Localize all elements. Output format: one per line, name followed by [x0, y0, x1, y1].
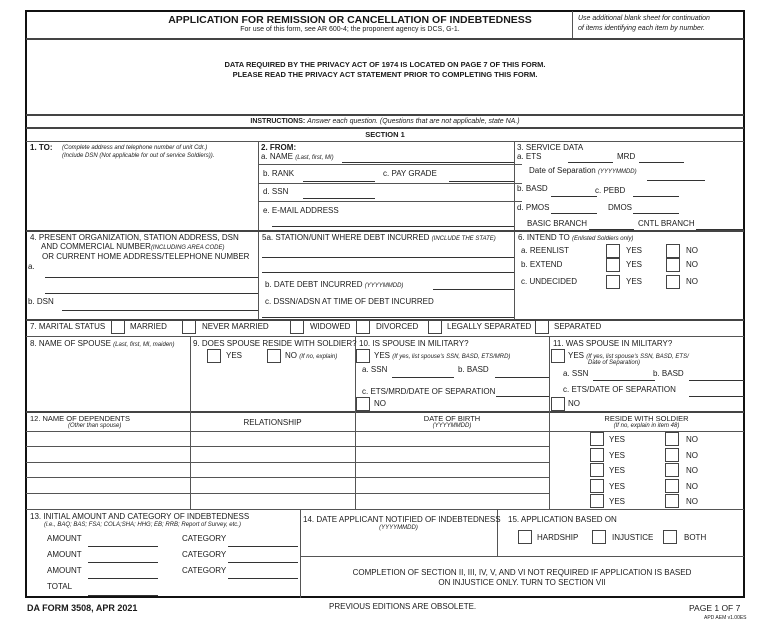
- spouse-was-military-yes-hint-1: (If yes, list spouse's SSN, BASD, ETS/: [586, 354, 689, 360]
- dependent-3-reside-no-checkbox[interactable]: [665, 463, 679, 477]
- widowed-checkbox[interactable]: [290, 320, 304, 334]
- hardship-checkbox[interactable]: [518, 530, 532, 544]
- both-checkbox[interactable]: [663, 530, 677, 544]
- divider: [300, 556, 744, 557]
- item5b-label: b. DATE DEBT INCURRED: [265, 280, 363, 289]
- divider: [26, 336, 744, 337]
- dependent-1-reside-yes-checkbox[interactable]: [590, 432, 604, 446]
- item9-label: 9. DOES SPOUSE RESIDE WITH SOLDIER?: [193, 339, 357, 348]
- form-title: APPLICATION FOR REMISSION OR CANCELLATION OF INDEBTEDNESS: [168, 14, 532, 26]
- side-note-2: of items identifying each item by number.: [578, 25, 705, 32]
- extend-label: b. EXTEND: [521, 260, 563, 269]
- legally-separated-checkbox[interactable]: [428, 320, 442, 334]
- email-field[interactable]: [272, 226, 514, 227]
- total-field[interactable]: [88, 595, 158, 596]
- legally-separated-label: LEGALLY SEPARATED: [447, 322, 532, 331]
- form-id: DA FORM 3508, APR 2021: [27, 603, 138, 613]
- spouse-military-yes-checkbox[interactable]: [356, 349, 370, 363]
- col-divider: [190, 336, 191, 411]
- item4-line-1: 4. PRESENT ORGANIZATION, STATION ADDRESS, DSN: [30, 233, 239, 242]
- item5c-label: c. DSSN/ADSN AT TIME OF DEBT INCURRED: [265, 297, 434, 306]
- spouse-was-military-no-checkbox[interactable]: [551, 397, 565, 411]
- date-debt-incurred-field[interactable]: [433, 289, 514, 290]
- dependent-5-reside-no-checkbox[interactable]: [665, 494, 679, 508]
- extend-no-label: NO: [686, 260, 698, 269]
- spouse-reside-no-hint: (If no, explain): [299, 354, 338, 360]
- divider: [26, 509, 744, 510]
- amount-2-label: AMOUNT: [47, 550, 82, 559]
- dependent-5-reside-yes-checkbox[interactable]: [590, 494, 604, 508]
- spouse-was-military-no-label: NO: [568, 399, 580, 408]
- spouse-basd-label: b. BASD: [458, 365, 489, 374]
- instructions-text: Answer each question. (Questions that are not applicable, state NA.): [307, 118, 520, 125]
- dob-header: DATE OF BIRTH: [423, 414, 481, 423]
- undecided-yes-label: YES: [626, 277, 643, 286]
- item6-hint: (Enlisted Soldiers only): [571, 236, 634, 242]
- undecided-label: c. UNDECIDED: [521, 277, 578, 286]
- divider: [26, 411, 744, 413]
- separated-label: SEPARATED: [554, 322, 602, 331]
- spouse-ets-label: c. ETS/MRD/DATE OF SEPARATION: [362, 387, 496, 396]
- dependent-4-yes-label: YES: [609, 482, 626, 491]
- amount-3-label: AMOUNT: [47, 566, 82, 575]
- item4-a-label: a.: [28, 262, 35, 271]
- amount-1-label: AMOUNT: [47, 534, 82, 543]
- row-divider: [26, 493, 549, 494]
- page-number: PAGE 1 OF 7: [689, 603, 741, 613]
- extend-yes-label: YES: [626, 260, 643, 269]
- item5a-label: 5a. STATION/UNIT WHERE DEBT INCURRED: [262, 233, 430, 242]
- privacy-line-2: PLEASE READ THE PRIVACY ACT STATEMENT PRIOR TO COMPLETING THIS FORM.: [232, 70, 538, 79]
- mrd-label: MRD: [617, 152, 636, 161]
- rank-field[interactable]: [303, 181, 375, 182]
- dependent-3-reside-yes-checkbox[interactable]: [590, 463, 604, 477]
- item14-label: 14. DATE APPLICANT NOTIFIED OF INDEBTEDNESS: [303, 515, 501, 524]
- item1-hint-2: (Include DSN (Not applicable for out of service Soldiers)).: [62, 153, 215, 159]
- pmos-label: d. PMOS: [517, 203, 550, 212]
- name-label: a. NAME (Last, first, MI): [261, 152, 334, 161]
- obsolete-notice: PREVIOUS EDITIONS ARE OBSOLETE.: [329, 602, 477, 611]
- rank-label: b. RANK: [263, 169, 295, 178]
- item15-label: 15. APPLICATION BASED ON: [508, 515, 617, 524]
- dependent-1-yes-label: YES: [609, 435, 626, 444]
- extend-yes-checkbox[interactable]: [606, 258, 620, 272]
- extend-no-checkbox[interactable]: [666, 258, 680, 272]
- spouse-reside-yes-checkbox[interactable]: [207, 349, 221, 363]
- item4-line-3: OR CURRENT HOME ADDRESS/TELEPHONE NUMBER: [42, 252, 250, 261]
- pay-grade-label: c. PAY GRADE: [383, 169, 437, 178]
- divorced-label: DIVORCED: [376, 322, 419, 331]
- station-unit-line-2-field[interactable]: [262, 272, 514, 273]
- dsn-field[interactable]: [62, 310, 258, 311]
- item2-label: 2. FROM:: [261, 143, 297, 152]
- pebd-field[interactable]: [633, 196, 679, 197]
- spouse-was-military-yes-hint-2: Date of Separation): [588, 360, 641, 366]
- reside-header: RESIDE WITH SOLDIER: [604, 414, 689, 423]
- reenlist-label: a. REENLIST: [521, 246, 570, 255]
- cntl-branch-label: CNTL BRANCH: [638, 219, 695, 228]
- reenlist-no-checkbox[interactable]: [666, 244, 680, 258]
- spouse-reside-no-label: NO: [285, 351, 297, 360]
- spouse-military-yes-label: YES: [374, 351, 391, 360]
- dependent-2-yes-label: YES: [609, 451, 626, 460]
- item3-label: 3. SERVICE DATA: [517, 143, 584, 152]
- dependent-4-no-label: NO: [686, 482, 698, 491]
- amount-2-field[interactable]: [88, 562, 158, 563]
- item14-hint: (YYYYMMDD): [379, 525, 418, 531]
- spouse-ets-field[interactable]: [496, 396, 549, 397]
- category-2-field[interactable]: [228, 562, 298, 563]
- item4-line-2-hint: (INCLUDING AREA CODE): [150, 245, 225, 251]
- item1-hint-1: (Complete address and telephone number of unit Cdr.): [62, 145, 208, 151]
- dependent-1-reside-no-checkbox[interactable]: [665, 432, 679, 446]
- both-label: BOTH: [684, 533, 707, 542]
- col-divider: [549, 336, 550, 411]
- undecided-yes-checkbox[interactable]: [606, 275, 620, 289]
- pmos-field[interactable]: [551, 213, 597, 214]
- separated-checkbox[interactable]: [535, 320, 549, 334]
- divider: [26, 319, 744, 321]
- dob-hint: (YYYYMMDD): [432, 423, 472, 429]
- dmos-label: DMOS: [608, 203, 632, 212]
- spouse-name-field[interactable]: [30, 352, 186, 408]
- past-spouse-basd-field[interactable]: [689, 380, 744, 381]
- reenlist-no-label: NO: [686, 246, 698, 255]
- item6-label: 6. INTEND TO: [518, 233, 570, 242]
- relationship-header: RELATIONSHIP: [243, 418, 302, 427]
- spouse-basd-field[interactable]: [495, 377, 549, 378]
- past-spouse-ets-field[interactable]: [689, 396, 744, 397]
- item1-label: 1. TO:: [30, 143, 53, 152]
- item4-dsn-label: b. DSN: [28, 297, 54, 306]
- name-field[interactable]: [342, 162, 514, 163]
- basd-field[interactable]: [551, 196, 597, 197]
- item8-hint: (Last, first, MI, maiden): [113, 342, 175, 348]
- completion-note-line-2: ON INJUSTICE ONLY. TURN TO SECTION VII: [438, 578, 606, 587]
- section-1-label: SECTION 1: [365, 130, 405, 139]
- reenlist-yes-label: YES: [626, 246, 643, 255]
- undecided-no-label: NO: [686, 277, 698, 286]
- divider: [258, 164, 514, 165]
- never-married-checkbox[interactable]: [182, 320, 196, 334]
- dependent-2-no-label: NO: [686, 451, 698, 460]
- dependents-name-header: 12. NAME OF DEPENDENTS: [30, 414, 131, 423]
- divider: [26, 114, 744, 116]
- spouse-military-yes-hint: (If yes, list spouse's SSN, BASD, ETS/MRD): [392, 354, 511, 360]
- pebd-label: c. PEBD: [595, 186, 626, 195]
- spouse-was-military-yes-label: YES: [568, 351, 585, 360]
- never-married-label: NEVER MARRIED: [202, 322, 269, 331]
- version-code: APD AEM v1.00ES: [704, 615, 747, 621]
- widowed-label: WIDOWED: [310, 322, 351, 331]
- row-divider: [26, 477, 549, 478]
- divider: [258, 183, 514, 184]
- divider: [514, 201, 522, 202]
- spouse-was-military-yes-checkbox[interactable]: [551, 349, 565, 363]
- row-divider: [26, 462, 549, 463]
- date-of-separation-label: Date of Separation (YYYYMMDD): [529, 166, 637, 175]
- ssn-field[interactable]: [303, 198, 375, 199]
- category-3-label: CATEGORY: [182, 566, 227, 575]
- dependent-5-yes-label: YES: [609, 497, 626, 506]
- basic-branch-label: BASIC BRANCH: [527, 219, 588, 228]
- past-spouse-ets-label: c. ETS/DATE OF SEPARATION: [563, 385, 676, 394]
- privacy-line-1: DATA REQUIRED BY THE PRIVACY ACT OF 1974 IS LOCATED ON PAGE 7 OF THIS FORM.: [224, 60, 546, 69]
- dependent-4-reside-yes-checkbox[interactable]: [590, 479, 604, 493]
- divider: [514, 164, 522, 165]
- item5b-hint: (YYYYMMDD): [364, 283, 404, 289]
- spouse-military-no-label: NO: [374, 399, 386, 408]
- dependents-name-hint: (Other than spouse): [68, 423, 122, 429]
- dependent-2-reside-no-checkbox[interactable]: [665, 448, 679, 462]
- divider: [26, 127, 744, 129]
- category-3-field[interactable]: [228, 578, 298, 579]
- divider: [26, 431, 744, 432]
- dependent-5-no-label: NO: [686, 497, 698, 506]
- date-of-separation-field[interactable]: [647, 180, 705, 181]
- undecided-no-checkbox[interactable]: [666, 275, 680, 289]
- category-2-label: CATEGORY: [182, 550, 227, 559]
- dependent-3-yes-label: YES: [609, 466, 626, 475]
- header-divider: [572, 11, 573, 38]
- basd-label: b. BASD: [517, 184, 548, 193]
- item5a-hint: (INCLUDE THE STATE): [431, 236, 496, 242]
- station-unit-line-1-field[interactable]: [262, 257, 514, 258]
- divorced-checkbox[interactable]: [356, 320, 370, 334]
- date-notified-field[interactable]: [303, 532, 493, 554]
- reside-hint: (If no, explain in item 48): [613, 423, 680, 429]
- divider: [258, 201, 514, 202]
- hardship-label: HARDSHIP: [537, 533, 579, 542]
- amount-1-field[interactable]: [88, 546, 158, 547]
- item8-label: 8. NAME OF SPOUSE: [30, 339, 111, 348]
- address-line-1-field[interactable]: [45, 277, 258, 278]
- total-label: TOTAL: [47, 582, 73, 591]
- reenlist-yes-checkbox[interactable]: [606, 244, 620, 258]
- item13-hint: (i.e., BAQ; BAS; FSA; COLA;SHA; HHG; EB; RRB; Report of Survey, etc.): [44, 522, 241, 528]
- item4-line-2: AND COMMERCIAL NUMBER: [41, 242, 151, 251]
- side-note-1: Use additional blank sheet for continuation: [578, 15, 710, 22]
- item7-label: 7. MARITAL STATUS: [30, 322, 106, 331]
- married-checkbox[interactable]: [111, 320, 125, 334]
- divider: [26, 141, 744, 142]
- past-spouse-basd-label: b. BASD: [653, 369, 684, 378]
- dependent-2-reside-yes-checkbox[interactable]: [590, 448, 604, 462]
- to-address-field[interactable]: [30, 162, 254, 226]
- dependent-3-no-label: NO: [686, 466, 698, 475]
- injustice-checkbox[interactable]: [592, 530, 606, 544]
- dependent-1-no-label: NO: [686, 435, 698, 444]
- category-1-label: CATEGORY: [182, 534, 227, 543]
- instructions-label: INSTRUCTIONS:: [250, 118, 306, 125]
- completion-note-line-1: COMPLETION OF SECTION II, III, IV, V, AND VI NOT REQUIRED IF APPLICATION IS BASED: [352, 568, 692, 577]
- mrd-field[interactable]: [639, 162, 684, 163]
- divider: [26, 230, 744, 232]
- address-line-2-field[interactable]: [45, 293, 258, 294]
- item13-label: 13. INITIAL AMOUNT AND CATEGORY OF INDEBTEDNESS: [30, 512, 250, 521]
- dmos-field[interactable]: [633, 213, 679, 214]
- divider: [26, 38, 744, 40]
- spouse-ssn-label: a. SSN: [362, 365, 388, 374]
- past-spouse-ssn-label: a. SSN: [563, 369, 589, 378]
- ets-field[interactable]: [568, 162, 613, 163]
- spouse-reside-yes-label: YES: [226, 351, 243, 360]
- form-subtitle: For use of this form, see AR 600-4; the proponent agency is DCS, G-1.: [240, 26, 460, 33]
- ssn-label: d. SSN: [263, 187, 289, 196]
- pay-grade-field[interactable]: [449, 181, 514, 182]
- spouse-ssn-field[interactable]: [392, 377, 454, 378]
- spouse-military-no-checkbox[interactable]: [356, 397, 370, 411]
- item10-label: 10. IS SPOUSE IN MILITARY?: [359, 339, 469, 348]
- dependent-4-reside-no-checkbox[interactable]: [665, 479, 679, 493]
- instructions: [26, 117, 744, 127]
- email-label: e. E-MAIL ADDRESS: [263, 206, 339, 215]
- past-spouse-ssn-field[interactable]: [593, 380, 655, 381]
- married-label: MARRIED: [130, 322, 167, 331]
- spouse-reside-no-checkbox[interactable]: [267, 349, 281, 363]
- item11-label: 11. WAS SPOUSE IN MILITARY?: [553, 339, 673, 348]
- ets-label: a. ETS: [517, 152, 542, 161]
- category-1-field[interactable]: [228, 546, 298, 547]
- injustice-label: INJUSTICE: [612, 533, 654, 542]
- row-divider: [26, 446, 549, 447]
- dssn-adsn-field[interactable]: [262, 317, 514, 318]
- amount-3-field[interactable]: [88, 578, 158, 579]
